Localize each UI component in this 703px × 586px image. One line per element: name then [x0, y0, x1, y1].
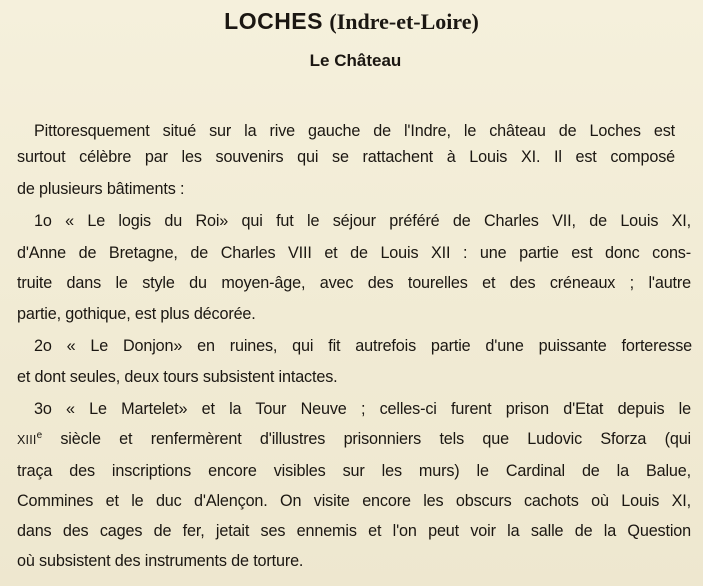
page-title	[0, 7, 703, 36]
text-line-2: surtout célèbre par les souvenirs qui se rattachent à Louis XI. Il est composé	[17, 148, 675, 166]
text-line-5: d'Anne de Bretagne, de Charles VIII et de Louis XII : une partie est donc cons-	[17, 244, 691, 262]
text-line-10: 3o « Le Martelet» et la Tour Neuve ; celles-ci furent prison d'Etat depuis le	[34, 400, 691, 418]
text-line-4: 1o « Le logis du Roi» qui fut le séjour préféré de Charles VII, de Louis XI,	[34, 212, 691, 230]
text-line-11-rest: siècle et renfermèrent d'illustres prisonniers tels que Ludovic Sforza (qui	[41, 430, 691, 448]
text-line-14: dans des cages de fer, jetait ses ennemis et l'on peut voir la salle de la Question	[17, 522, 691, 540]
title-region: (Indre-et-Loire)	[329, 9, 479, 34]
text-line-3: de plusieurs bâtiments :	[17, 180, 185, 198]
title-town: LOCHES	[224, 8, 323, 34]
text-line-7: partie, gothique, est plus décorée.	[17, 305, 256, 323]
text-line-9: et dont seules, deux tours subsistent intactes.	[17, 368, 338, 386]
century-numeral: XIII	[17, 433, 37, 447]
text-line-6: truite dans le style du moyen-âge, avec des tourelles et des créneaux ; l'autre	[17, 274, 691, 292]
text-line-15: où subsistent des instruments de torture.	[17, 552, 304, 570]
century-superscript: e	[36, 430, 42, 441]
page-subtitle: Le Château	[309, 51, 402, 70]
text-line-12: traça des inscriptions encore visibles sur les murs) le Cardinal de la Balue,	[17, 462, 691, 480]
text-line-8: 2o « Le Donjon» en ruines, qui fit autrefois partie d'une puissante forteresse	[34, 337, 692, 355]
text-line-11	[17, 428, 691, 451]
text-line-13: Commines et le duc d'Alençon. On visite encore les obscurs cachots où Louis XI,	[17, 492, 691, 510]
text-line-1: Pittoresquement situé sur la rive gauche de l'Indre, le château de Loches est	[34, 122, 675, 140]
